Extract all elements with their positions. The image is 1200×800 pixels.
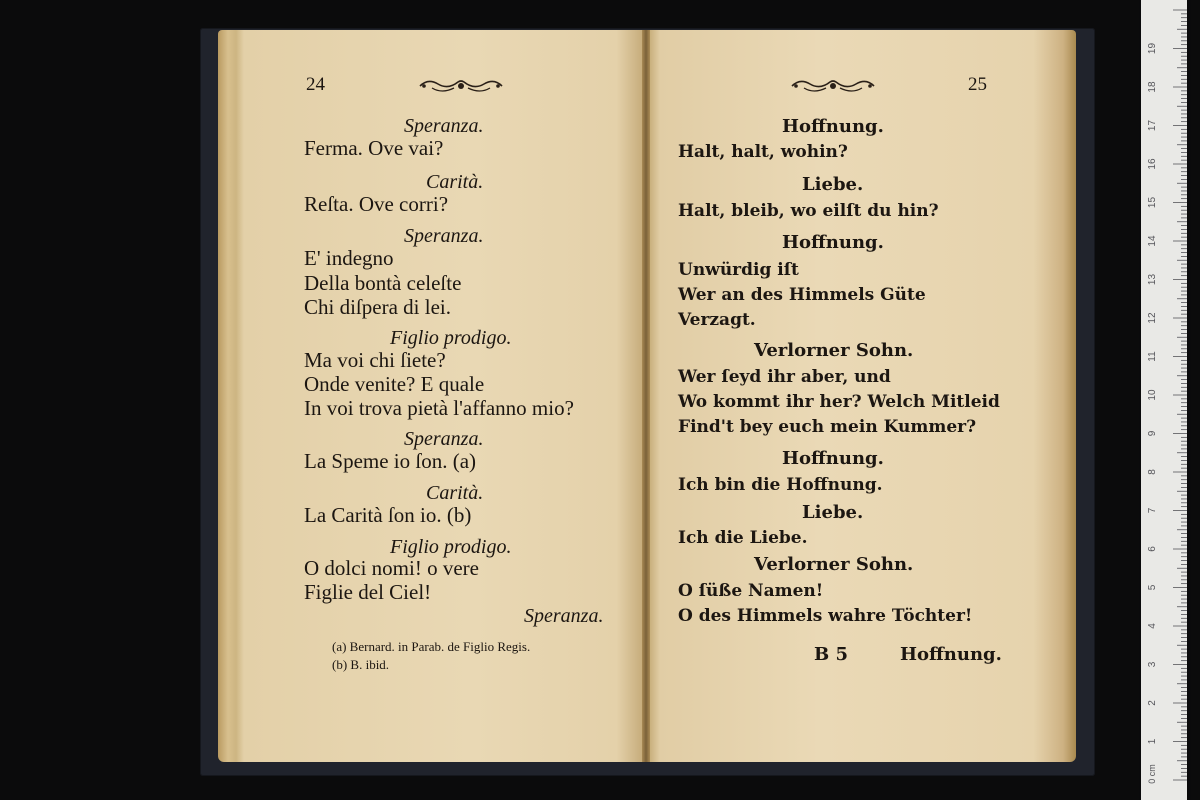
left-verse-line: Ferma. Ove vai?	[304, 136, 444, 160]
left-verse-line: Della bontà celeſte	[304, 271, 462, 295]
ruler-label: 11	[1147, 351, 1158, 362]
left-speaker-name: Figlio prodigo.	[390, 536, 512, 558]
left-speaker-name: Carità.	[426, 482, 484, 504]
ruler-label: 2	[1147, 700, 1158, 706]
right-verse-line: O ſüße Namen!	[678, 581, 824, 601]
left-speaker-name: Figlio prodigo.	[390, 327, 512, 349]
left-verse-line: O dolci nomi! o vere	[304, 556, 479, 580]
left-verse-line: La Speme io ſon. (a)	[304, 449, 477, 473]
left-verse-line: Onde venite? E quale	[304, 372, 485, 396]
right-verse-line: Ich die Liebe.	[678, 528, 808, 548]
ruler-label: 4	[1147, 623, 1158, 629]
left-verse-line: Reſta. Ove corri?	[304, 192, 449, 216]
ruler-label: 5	[1147, 584, 1158, 591]
right-verse-line: Wer ſeyd ihr aber, und	[678, 367, 891, 387]
footnote-a: (a) Bernard. in Parab. de Figlio Regis.	[332, 639, 531, 654]
right-verse-line: Wer an des Himmels Güte	[678, 285, 926, 305]
ruler-label: 12	[1147, 312, 1158, 324]
right-speaker-name: Hoffnung.	[782, 116, 884, 137]
ruler-label: 19	[1147, 42, 1158, 55]
right-ornament	[790, 76, 876, 96]
right-verse-line: Wo kommt ihr her? Welch Mitleid	[678, 392, 1000, 412]
ruler-unit-label: 0 cm	[1147, 764, 1157, 784]
right-page-number: 25	[968, 74, 987, 95]
right-speaker-name: Liebe.	[802, 502, 864, 523]
ruler-label: 13	[1147, 273, 1158, 286]
ruler-label: 17	[1147, 119, 1158, 132]
ruler-label: 8	[1147, 469, 1158, 475]
left-page	[218, 30, 642, 762]
ruler-label: 6	[1147, 546, 1158, 552]
signature-mark: B 5	[814, 644, 849, 665]
right-speaker-name: Verlorner Sohn.	[754, 340, 914, 361]
left-speaker-name: Speranza.	[404, 428, 484, 450]
ruler-label: 16	[1147, 158, 1158, 170]
left-verse-line: In voi trova pietà l'affanno mio?	[304, 396, 574, 420]
left-speaker-name: Speranza.	[404, 225, 484, 247]
right-verse-line: Unwürdig iſt	[678, 260, 799, 280]
right-speaker-name: Liebe.	[802, 174, 864, 195]
ruler-label: 9	[1147, 430, 1158, 437]
footnote-b: (b) B. ibid.	[332, 657, 390, 672]
left-speaker-name: Speranza.	[404, 115, 484, 137]
right-verse-line: Halt, bleib, wo eilſt du hin?	[678, 201, 939, 221]
left-catchword: Speranza.	[524, 605, 604, 627]
right-speaker-name: Verlorner Sohn.	[754, 554, 914, 575]
ruler-label: 14	[1147, 235, 1158, 247]
right-verse-line: Halt, halt, wohin?	[678, 142, 848, 162]
left-verse-line: Figlie del Ciel!	[304, 580, 432, 604]
open-book	[218, 30, 1076, 762]
ruler-label: 1	[1147, 738, 1158, 745]
left-verse-line: E' indegno	[304, 246, 394, 270]
catchword: Hoffnung.	[900, 644, 1002, 665]
right-speaker-name: Hoffnung.	[782, 232, 884, 253]
left-ornament	[418, 76, 504, 96]
right-page	[650, 30, 1076, 762]
ruler-label: 15	[1147, 196, 1158, 209]
ruler-label: 18	[1147, 81, 1158, 93]
right-verse-line: Verzagt.	[678, 310, 756, 330]
ruler-label: 3	[1147, 661, 1158, 668]
measuring-ruler	[1141, 0, 1187, 800]
left-page-number: 24	[306, 74, 325, 95]
book-gutter	[642, 30, 650, 762]
left-verse-line: La Carità ſon io. (b)	[304, 503, 472, 527]
right-speaker-name: Hoffnung.	[782, 448, 884, 469]
ruler-label: 10	[1147, 389, 1158, 401]
left-speaker-name: Carità.	[426, 171, 484, 193]
left-verse-line: Ma voi chi ſiete?	[304, 348, 446, 372]
left-verse-line: Chi diſpera di lei.	[304, 295, 451, 319]
right-verse-line: Ich bin die Hoffnung.	[678, 475, 883, 495]
right-verse-line: O des Himmels wahre Töchter!	[678, 606, 973, 626]
ruler-label: 7	[1147, 507, 1158, 514]
ruler-scale	[1141, 0, 1187, 800]
right-verse-line: Find't bey euch mein Kummer?	[678, 417, 977, 437]
